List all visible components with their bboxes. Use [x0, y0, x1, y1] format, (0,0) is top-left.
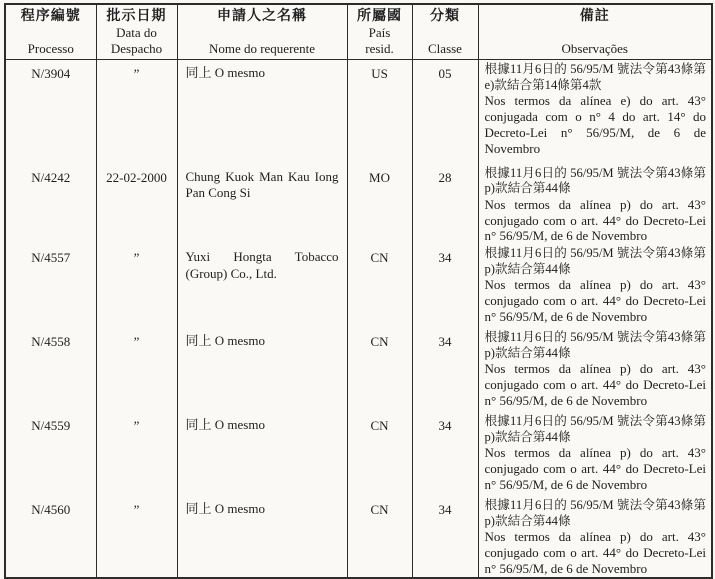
header-mid-classe	[414, 25, 477, 41]
header-pt-classe: Classe	[428, 41, 462, 56]
cell-processo: N/3904	[5, 60, 96, 164]
header-zh-processo: 程序編號	[20, 9, 81, 24]
header-mid-nome	[179, 25, 346, 41]
observacao-portuguese: Nos termos da alínea p) do art. 43° conjugado com o art. 44° do Decreto-Lei n° 56/95/M, de 6 de Novembro	[484, 196, 706, 244]
cell-processo: N/4242	[5, 164, 96, 245]
observacao-portuguese: Nos termos da alínea p) do art. 43° conjugado com o art. 44° do Decreto-Lei n° 56/95/M, de 6 de Novembro	[484, 529, 706, 576]
observacao-chinese: 根據11月6日的 56/95/M 號法令第43條第p)款結合第44條	[484, 330, 706, 360]
cell-data-despacho: ”	[96, 496, 177, 578]
cell-nome-requerente: 同上 O mesmo	[177, 412, 347, 496]
observacao-chinese: 根據11月6日的 56/95/M 號法令第43條第p)款結合第44條	[484, 498, 706, 528]
observacao-chinese: 根據11月6日的 56/95/M 號法令第43條第p)款結合第44條	[484, 165, 706, 196]
cell-pais-resid: CN	[347, 244, 412, 328]
header-zh-classe: 分類	[430, 9, 460, 24]
header-cell-observacoes	[478, 4, 712, 60]
table-row	[5, 244, 712, 328]
table-header	[5, 4, 712, 60]
table-row	[5, 328, 712, 412]
cell-nome-requerente: Chung Kuok Man Kau Iong Pan Cong Si	[177, 164, 347, 245]
cell-pais-resid: CN	[347, 412, 412, 496]
header-row	[5, 4, 712, 60]
cell-pais-resid: MO	[347, 164, 412, 245]
header-pt-pais: resid.	[365, 41, 394, 56]
cell-processo: N/4558	[5, 328, 96, 412]
header-zh-nome: 申請人之名稱	[217, 9, 307, 24]
cell-data-despacho: ”	[96, 328, 177, 412]
cell-data-despacho: 22-02-2000	[96, 164, 177, 245]
cell-observacoes	[478, 412, 712, 496]
observacao-portuguese: Nos termos da alínea p) do art. 43° conjugado com o art. 44° do Decreto-Lei n° 56/95/M, de 6 de Novembro	[484, 277, 706, 324]
header-pt-data-despacho: Despacho	[110, 41, 163, 56]
header-cell-pais	[347, 4, 412, 60]
cell-observacoes	[478, 328, 712, 412]
cell-processo: N/4560	[5, 496, 96, 578]
cell-observacoes	[478, 496, 712, 578]
table-row	[5, 412, 712, 496]
header-cell-processo	[5, 4, 96, 60]
cell-observacoes	[478, 164, 712, 245]
header-mid-processo	[7, 25, 95, 41]
cell-nome-requerente: 同上 O mesmo	[177, 328, 347, 412]
cell-processo: N/4559	[5, 412, 96, 496]
observacao-chinese: 根據11月6日的 56/95/M 號法令第43條第p)款結合第44條	[484, 246, 706, 276]
header-cell-nome	[177, 4, 347, 60]
observacao-chinese: 根據11月6日的 56/95/M 號法令第43條第e)款結合第14條第4款	[484, 62, 706, 92]
trademark-gazette-table	[4, 3, 713, 579]
table-row	[5, 164, 712, 245]
header-zh-observacoes: 備註	[579, 9, 610, 24]
cell-nome-requerente: 同上 O mesmo	[177, 496, 347, 578]
cell-observacoes	[478, 60, 712, 164]
cell-classe: 34	[412, 412, 478, 496]
table-row	[5, 496, 712, 578]
cell-data-despacho: ”	[96, 244, 177, 328]
cell-classe: 34	[412, 496, 478, 578]
header-cell-classe	[412, 4, 478, 60]
header-mid-observacoes	[480, 25, 711, 41]
header-pt-nome: Nome do requerente	[208, 41, 316, 56]
observacao-portuguese: Nos termos da alínea p) do art. 43° conjugado com o art. 44° do Decreto-Lei n° 56/95/M, de 6 de Novembro	[484, 361, 706, 408]
observacao-chinese: 根據11月6日的 56/95/M 號法令第43條第p)款結合第44條	[484, 414, 706, 444]
cell-classe: 05	[412, 60, 478, 164]
observacao-portuguese: Nos termos da alínea p) do art. 43° conjugado com o art. 44° do Decreto-Lei n° 56/95/M, de 6 de Novembro	[484, 445, 706, 492]
cell-observacoes	[478, 244, 712, 328]
cell-classe: 28	[412, 164, 478, 245]
cell-pais-resid: US	[347, 60, 412, 164]
header-pt-processo: Processo	[27, 41, 74, 56]
header-mid-pais: País	[368, 25, 391, 40]
table-row	[5, 60, 712, 164]
cell-pais-resid: CN	[347, 328, 412, 412]
table-body	[5, 60, 712, 578]
observacao-portuguese: Nos termos da alínea e) do art. 43° conjugada com o n° 4 do art. 14° do Decreto-Lei n° 56/95/M, de 6 de Novembro	[484, 93, 706, 156]
cell-nome-requerente: 同上 O mesmo	[177, 60, 347, 164]
cell-nome-requerente: Yuxi Hongta Tobacco (Group) Co., Ltd.	[177, 244, 347, 328]
cell-classe: 34	[412, 244, 478, 328]
cell-pais-resid: CN	[347, 496, 412, 578]
cell-data-despacho: ”	[96, 60, 177, 164]
header-zh-data-despacho: 批示日期	[106, 9, 167, 24]
header-zh-pais: 所屬國	[357, 9, 402, 24]
cell-data-despacho: ”	[96, 412, 177, 496]
header-cell-data-despacho	[96, 4, 177, 60]
header-pt-observacoes: Observações	[561, 41, 628, 56]
cell-processo: N/4557	[5, 244, 96, 328]
header-mid-data-despacho: Data do	[116, 25, 157, 40]
cell-classe: 34	[412, 328, 478, 412]
